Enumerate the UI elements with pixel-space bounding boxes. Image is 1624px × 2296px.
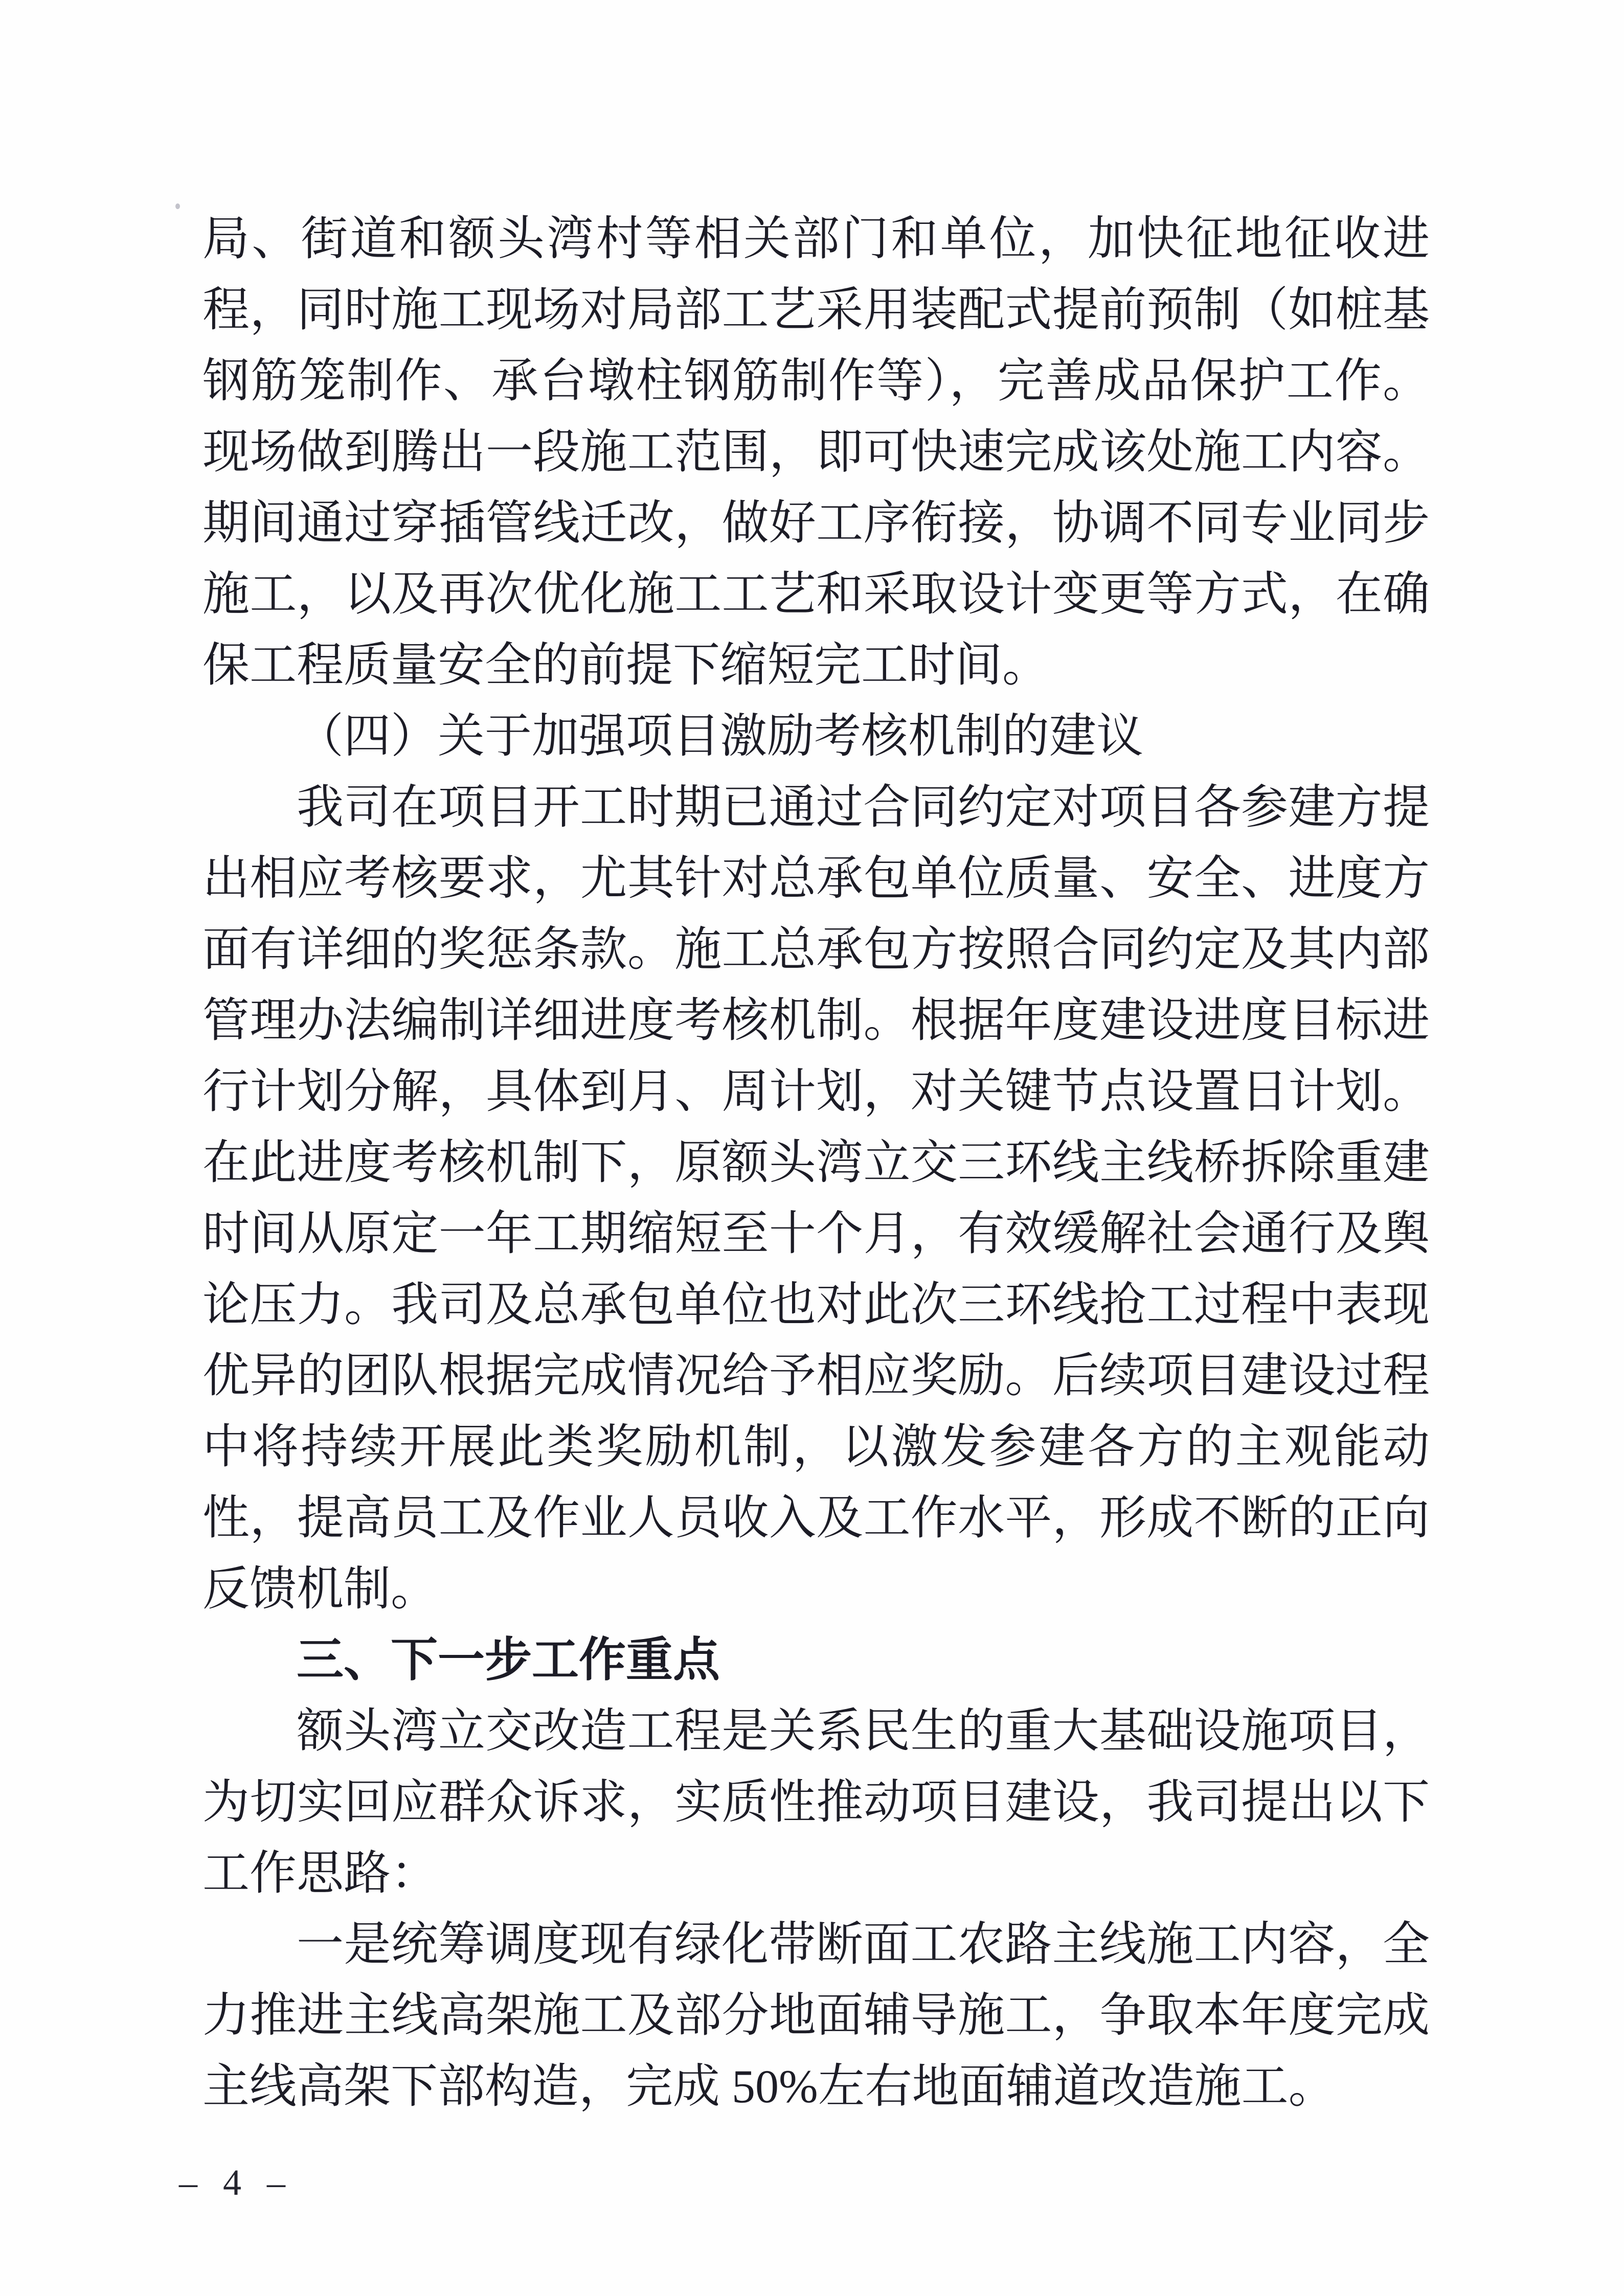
paragraph-work-item-one: 一是统筹调度现有绿化带断面工农路主线施工内容，全力推进主线高架施工及部分地面辅导施工，争取本年度完成主线高架下部构造，完成 50%左右地面辅道改造施工。 [202,1918,1430,2112]
page-number: – 4 – [179,2162,294,2203]
scan-artifact-speck [175,203,180,209]
page-body-text [202,203,1430,2122]
paragraph-incentive-mechanism: 我司在项目开工时期已通过合同约定对项目各参建方提出相应考核要求，尤其针对总承包单位质量、安全、进度方面有详细的奖惩条款。施工总承包方按照合同约定及其内部管理办法编制详细进度考核机制。根据年度建设进度目标进行计划分解，具体到月、周计划，对关键节点设置日计划。在此进度考核机制下，原额头湾立交三环线主线桥拆除重建时间从原定一年工期缩短至十个月，有效缓解社会通行及舆论压力。我司及总承包单位也对此次三环线抢工过程中表现优异的团队根据完成情况给予相应奖励。后续项目建设过程中将持续开展此类奖励机制，以激发参建各方的主观能动性，提高员工及作业人员收入及工作水平，形成不断的正向反馈机制。 [202,781,1430,1615]
paragraph-work-approach-intro: 额头湾立交改造工程是关系民生的重大基础设施项目，为切实回应群众诉求，实质性推动项目建设，我司提出以下工作思路： [202,1705,1430,1899]
section-heading-next-steps: 三、下一步工作重点 [297,1634,720,1686]
paragraph-continuation: 局、街道和额头湾村等相关部门和单位，加快征地征收进程，同时施工现场对局部工艺采用装配式提前预制（如桩基钢筋笼制作、承台墩柱钢筋制作等），完善成品保护工作。现场做到腾出一段施工范围，即可快速完成该处施工内容。期间通过穿插管线迁改，做好工序衔接，协调不同专业同步施工，以及再次优化施工工艺和采取设计变更等方式，在确保工程质量安全的前提下缩短完工时间。 [202,213,1430,691]
sub-heading-section-4: （四）关于加强项目激励考核机制的建议 [297,710,1144,762]
